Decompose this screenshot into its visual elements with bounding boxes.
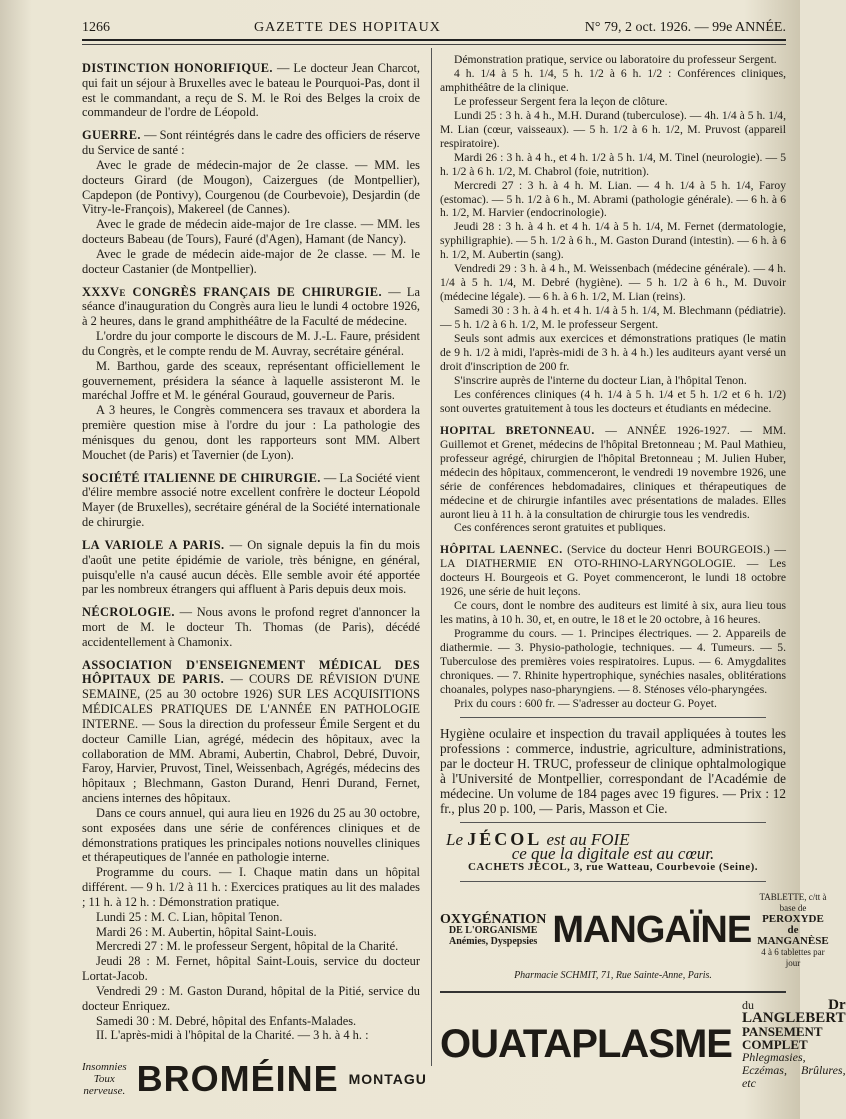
left-column-paragraph: [82, 61, 420, 120]
ad-mangaine-left-line3: Anémies, Dyspepsies: [448, 935, 538, 947]
paragraph-text: — La séance d'inauguration du Congrès aura lieu le lundi 4 octobre 1926, à 2 heures, dans le grand amphithéâtre de la Faculté de médecine.: [82, 284, 420, 329]
paragraph-text: Mardi 26 : M. Aubertin, hôpital Saint-Louis.: [96, 924, 317, 939]
paragraph-text: Ces conférences seront gratuites et publiques.: [454, 521, 666, 535]
ad-jecol-prefix: Le: [446, 829, 463, 849]
right-column-paragraph: [440, 424, 786, 522]
ad-jecol: [440, 828, 786, 875]
ad-ouataplasme-right: [741, 996, 846, 1090]
right-column-paragraph: [440, 151, 786, 179]
right-column-paragraph: [440, 179, 786, 221]
paragraph-text: II. L'après-midi à l'hôpital de la Charité. — 3 h. à 4 h. :: [96, 1028, 369, 1043]
right-column-paragraph: [440, 374, 786, 388]
footer-ad-line1: Insomnies: [82, 1061, 127, 1073]
section-heading: NÉCROLOGIE.: [82, 605, 175, 620]
paragraph-text: Mercredi 27 : M. le professeur Sergent, hôpital de la Charité.: [96, 939, 399, 954]
ad-mangaine-left: [440, 911, 547, 947]
ad-mangaine-right-big: PEROXYDE de MANGANÈSE: [757, 912, 829, 947]
paragraph-text: Les conférences cliniques (4 h. 1/4 à 5 h. 1/4 et 5 h. 1/2 et 6 h. 1/2) sont ouvertes gratuitement à tous les docteurs et étudiants en médecine.: [440, 387, 786, 415]
ad-ouataplasme-prefix: du: [741, 997, 754, 1012]
separator: [460, 717, 766, 718]
right-column-paragraph: [440, 599, 786, 627]
left-column-paragraph: [82, 910, 420, 925]
right-column-articles: [440, 53, 786, 711]
paragraph-text: (Service du docteur Henri BOURGEOIS.) — LA DIATHERMIE EN OTO-RHINO-LARYNGOLOGIE. — Les docteurs H. Bourgeois et G. Poyet commenceront, le lundi 18 octobre 1926, une série de huit leçons.: [440, 543, 786, 599]
left-column-paragraph: [82, 865, 420, 909]
paragraph-text: — La Société vient d'élire membre associé notre excellent confrère le docteur Léopold Mayer (de Bruxelles), secrétaire général de la Société internationale de chirurgie.: [82, 470, 420, 530]
paragraph-text: Programme du cours. — I. Chaque matin dans un hôpital différent. — 9 h. 1/2 à 11 h. : Exercices pratiques au lit des malades ; 11 h. à 12 h. : Démonstration pratique.: [82, 865, 420, 909]
paragraph-text: Vendredi 29 : M. Gaston Durand, hôpital de la Pitié, service du docteur Enriquez.: [82, 983, 420, 1013]
left-column-paragraph: [82, 285, 420, 329]
ad-ouataplasme-brand: OUATAPLASME: [440, 1022, 732, 1067]
paragraph-text: — Le docteur Jean Charcot, qui fait un séjour à Bruxelles avec le bateau le Pourquoi-Pas, dont il est le commandant, a reçu de S. M. le Roi des Belges la croix de commandeur de l'ordre de Léopold.: [82, 61, 420, 120]
left-column-paragraph: [82, 939, 420, 954]
left-column: [82, 53, 420, 1043]
right-column-paragraph: [440, 543, 786, 599]
left-column-paragraph: [82, 954, 420, 984]
right-column-paragraph: [440, 95, 786, 109]
footer-ad-brand: BROMÉINE: [136, 1058, 339, 1099]
header-rule: [82, 39, 786, 41]
paragraph-text: Mardi 26 : 3 h. à 4 h., et 4 h. 1/2 à 5 h. 1/4, M. Tinel (neurologie). — 5 h. 1/2 à 6 h. 1/2, M. Chabrol (foie, nutrition).: [440, 150, 786, 178]
left-column-paragraph: [82, 329, 420, 359]
right-column-paragraph: [440, 220, 786, 262]
paragraph-text: M. Barthou, garde des sceaux, représentant officiellement le gouvernement, présidera la séance à laquelle assisteront M. le maréchal Joffre et M. le général Gouraud, gouverneur de Paris.: [82, 358, 420, 403]
paragraph-text: Jeudi 28 : M. Fernet, hôpital Saint-Louis, service du docteur Lortat-Jacob.: [82, 954, 420, 984]
left-column-paragraph: [82, 984, 420, 1014]
paragraph-text: — Sont réintégrés dans le cadre des officiers de réserve du Service de santé :: [82, 128, 420, 158]
right-column-paragraph: [440, 332, 786, 374]
left-column-paragraph: [82, 247, 420, 277]
section-heading: XXXVe CONGRÈS FRANÇAIS DE CHIRURGIE.: [82, 284, 382, 299]
ad-mangaine-pharmacy: Pharmacie SCHMIT, 71, Rue Sainte-Anne, Paris.: [514, 969, 712, 981]
ad-jecol-tagline1: est au FOIE: [546, 829, 630, 849]
ad-ouataplasme-line2: PANSEMENT COMPLET: [741, 1023, 823, 1052]
paragraph-text: Avec le grade de médecin aide-major de 1re classe. — MM. les docteurs Babeau (de Tours), Fauré (d'Agen), Hamant (de Nancy).: [82, 217, 420, 247]
column-divider: [431, 48, 432, 1066]
paragraph-text: Programme du cours. — 1. Principes électriques. — 2. Appareils de diathermie. — 3. Physio-pathologie, techniques. — 4. Tumeurs. — 5. Tuberculose des premières voies respiratoires. Lupus. — 6. Amygdalites chroniques. — 7. Rhinite hypertrophique, synéchies nasales, oblitérations choanales, polypes naso-pharyngiens. — 8. Sténoses vélo-pharyngées.: [440, 627, 786, 696]
section-heading: DISTINCTION HONORIFIQUE.: [82, 61, 273, 75]
paragraph-text: — On signale depuis la fin du mois d'août une petite épidémie de variole, très bénigne, en général, puisqu'elle n'a causé aucun décès. Elle semble avoir été apportée par les nombreux étrangers qui affluent à Paris depuis deux mois.: [82, 537, 420, 597]
left-column-paragraph: [82, 806, 420, 865]
paragraph-text: Vendredi 29 : 3 h. à 4 h., M. Weissenbach (médecine générale). — 4 h. 1/4 à 5 h. 1/4, M. Debré (hygiène). — 5 h. 1/2 à 6 h., M. Duvoir (médecine légale). — 6 h. à 6 h. 1/2, M. Lian (reins).: [440, 262, 786, 304]
left-column-paragraph: [82, 359, 420, 403]
paragraph-text: Jeudi 28 : 3 h. à 4 h. et 4 h. 1/4 à 5 h. 1/4, M. Fernet (dermatologie, syphiligraphie). — 5 h. 1/2 à 6 h., M. Gaston Durand (intestin). — 6 h. à 6 h. 1/2, M. Aubertin (sang).: [440, 220, 786, 262]
left-column-paragraph: [82, 471, 420, 530]
left-column-paragraph: [82, 1028, 420, 1043]
paragraph-text: Mercredi 27 : 3 h. à 4 h. M. Lian. — 4 h. 1/4 à 5 h. 1/4, Faroy (estomac). — 5 h. 1/2 à 6 h., M. Abrami (pathologie générale). — 6 h. à 6 h. 1/2, M. Harvier (endocrinologie).: [440, 178, 786, 220]
right-column-paragraph: [440, 109, 786, 151]
ad-mangaine-left-big: OXYGÉNATION: [440, 911, 547, 927]
right-column-paragraph: [440, 53, 786, 67]
left-column-paragraph: [82, 403, 420, 462]
book-notice: Hygiène oculaire et inspection du travail appliquées à toutes les professions : commerce, industrie, agriculture, administrations, par le docteur H. TRUC, professeur de clinique ophtalmologique à l'Université de Montpellier, correspondant de l'Académie de médecine. Un volume de 184 pages avec 19 figures. — Prix : 12 fr., plus 20 p. 100, — Paris, Masson et Cie.: [440, 725, 786, 816]
ad-mangaine-left-line2: DE L'ORGANISME: [448, 924, 538, 936]
section-heading: ASSOCIATION D'ENSEIGNEMENT MÉDICAL DES HÔPITAUX DE PARIS.: [82, 657, 420, 687]
paragraph-text: Lundi 25 : M. C. Lian, hôpital Tenon.: [96, 909, 283, 924]
paragraph-text: Prix du cours : 600 fr. — S'adresser au docteur G. Poyet.: [454, 696, 717, 710]
paragraph-text: — Nous avons le profond regret d'annoncer la mort de M. le docteur Th. Thomas (de Paris), décédé accidentellement à Chamonix.: [82, 605, 420, 649]
paragraph-text: Démonstration pratique, service ou laboratoire du professeur Sergent.: [454, 53, 777, 66]
page-number: 1266: [82, 20, 110, 35]
left-column-paragraph: [82, 605, 420, 649]
left-column-paragraph: [82, 658, 420, 806]
paragraph-text: L'ordre du jour comporte le discours de M. J.-L. Faure, président du Congrès, et le compte rendu de M. Auvray, secrétaire général.: [82, 329, 420, 358]
ad-jecol-brand: JÉCOL: [467, 828, 543, 849]
ad-ouataplasme-doctor: Dr LANGLEBERT: [741, 996, 846, 1026]
section-heading: HOPITAL BRETONNEAU.: [440, 423, 595, 437]
paragraph-text: A 3 heures, le Congrès commencera ses travaux et abordera la première question mise à l'ordre du jour : La pathologie des ménisques du genou, dont les rapporteurs sont MM. Albert Mouchet (de Paris) et Tavernier (de Lyon).: [82, 403, 420, 462]
separator: [460, 822, 766, 823]
header-rule-thin: [82, 44, 786, 45]
left-column-paragraph: [82, 217, 420, 247]
issue-info: N° 79, 2 oct. 1926. — 99e ANNÉE.: [584, 20, 786, 35]
paragraph-text: Samedi 30 : M. Debré, hôpital des Enfants-Malades.: [96, 1013, 357, 1028]
ad-ouataplasme-line3: Phlegmasies, Eczémas, Brûlures, etc: [741, 1049, 846, 1090]
footer-ad-maker: MONTAGU: [348, 1071, 427, 1087]
paragraph-text: Seuls sont admis aux exercices et démonstrations pratiques (le matin de 9 h. 1/2 à midi, l'après-midi de 3 h. à 4 h.) les auditeurs ayant versé un droit d'inscription de 200 fr.: [440, 332, 786, 373]
paragraph-text: Dans ce cours annuel, qui aura lieu en 1926 du 25 au 30 octobre, sont exposées dans une série de conférences cliniques et de démonstrations pratiques les principales notions nouvelles cliniques et thérapeutiques de l'année en pathologie interne.: [82, 805, 420, 865]
right-column-paragraph: [440, 262, 786, 304]
paragraph-text: Samedi 30 : 3 h. à 4 h. et 4 h. 1/4 à 5 h. 1/4, M. Blechmann (pédiatrie). — 5 h. 1/2 à 6 h. 1/2, M. le professeur Sergent.: [440, 304, 786, 332]
ad-jecol-tagline2: ce que la digitale est au cœur.: [511, 843, 715, 863]
paragraph-text: Le professeur Sergent fera la leçon de clôture.: [454, 94, 668, 108]
ad-mangaine-right-line1: TABLETTE, c/tt à base de: [759, 891, 827, 913]
section-heading: GUERRE.: [82, 128, 141, 143]
left-column-paragraph: [82, 925, 420, 940]
ad-mangaine-brand: MANGAÏNE: [552, 909, 752, 952]
right-column-paragraph: [440, 388, 786, 416]
right-column-paragraph: [440, 304, 786, 332]
ad-mangaine-right: [757, 892, 829, 969]
paragraph-text: Ce cours, dont le nombre des auditeurs est limité à six, aura lieu tous les matins, à 10 h. 30, et, en outre, le 18 et le 20 octobre, à 16 heures.: [440, 599, 786, 627]
paragraph-text: Avec le grade de médecin aide-major de 2e classe. — M. le docteur Castanier (de Montpellier).: [82, 246, 420, 276]
right-column-paragraph: [440, 67, 786, 95]
paragraph-text: — ANNÉE 1926-1927. — MM. Guillemot et Grenet, médecins de l'hôpital Bretonneau ; M. Paul Mathieu, professeur agrégé, chirurgien de l'hôpital Bretonneau ; M. Julien Huber, médecin des hôpitaux, commenceront, le vendredi 19 novembre 1926, une série de conférences hebdomadaires, cliniques et thérapeutiques de médecine et de chirurgie infantiles avec présentations de malades. Elles auront lieu à 11 h. à la consultation de chirurgie tous les vendredis.: [440, 423, 787, 521]
ad-mangaine-right-line3: 4 à 6 tablettes par jour: [761, 946, 825, 968]
section-heading: SOCIÉTÉ ITALIENNE DE CHIRURGIE.: [82, 470, 321, 485]
paragraph-text: 4 h. 1/4 à 5 h. 1/4, 5 h. 1/2 à 6 h. 1/2 : Conférences cliniques, amphithéâtre de la clinique.: [440, 66, 786, 94]
ad-jecol-address: CACHETS JÉCOL, 3, rue Watteau, Courbevoie (Seine).: [467, 860, 759, 873]
paragraph-text: — COURS DE RÉVISION D'UNE SEMAINE, (25 au 30 octobre 1926) SUR LES ACQUISITIONS MÉDICALES PRATIQUES DE L'ANNÉE EN PATHOLOGIE INTERNE. — Sous la direction du professeur Émile Sergent et du docteur Camille Lian, agrégé, médecin des hôpitaux, avec la collaboration de MM. Abrami, Aubertin, Chabrol, Debré, Duvoir, Faroy, Harvier, Pruvost, Tinel, Weissenbach, Agrégés, médecins des hôpitaux ; Blechmann, Gaston Durand, Henri Durand, Fernet, anciens internes des hôpitaux.: [82, 672, 420, 806]
section-heading: LA VARIOLE A PARIS.: [82, 537, 225, 552]
left-column-paragraph: [82, 538, 420, 597]
left-column-paragraph: [82, 128, 420, 158]
footer-ad-line2: Toux nerveuse.: [83, 1073, 126, 1097]
right-column-paragraph: [440, 697, 786, 711]
separator: [460, 881, 766, 882]
right-column-paragraph: [440, 627, 786, 697]
right-column-paragraph: [440, 521, 786, 535]
left-column-paragraph: [82, 1014, 420, 1029]
page-header: [82, 14, 786, 36]
ad-ouataplasme: [440, 991, 846, 1090]
paragraph-text: S'inscrire auprès de l'interne du docteur Lian, à l'hôpital Tenon.: [454, 373, 747, 387]
section-heading: HÔPITAL LAENNEC.: [440, 543, 563, 557]
footer-ad-bromeine: [82, 1058, 427, 1100]
paragraph-text: Avec le grade de médecin-major de 2e classe. — MM. les docteurs Girard (de Mougon), Caizergues (de Montpellier), Capdepon (de Pontivy), Courgenou (de Courbevoie), Desjardin (de Vitry-le-François), Makereel (de Cannes).: [82, 157, 420, 217]
left-column-paragraph: [82, 158, 420, 217]
paragraph-text: Lundi 25 : 3 h. à 4 h., M.H. Durand (tuberculose). — 4h. 1/4 à 5 h. 1/4, M. Lian (cœur, vaisseaux). — 5 h. 1/2 à 6 h. 1/2, M. Pruvost (appareil respiratoire).: [440, 108, 786, 150]
journal-title: GAZETTE DES HOPITAUX: [253, 20, 441, 35]
footer-ad-label: [82, 1061, 127, 1097]
right-column: [440, 53, 846, 1090]
ad-mangaine: [440, 891, 829, 969]
